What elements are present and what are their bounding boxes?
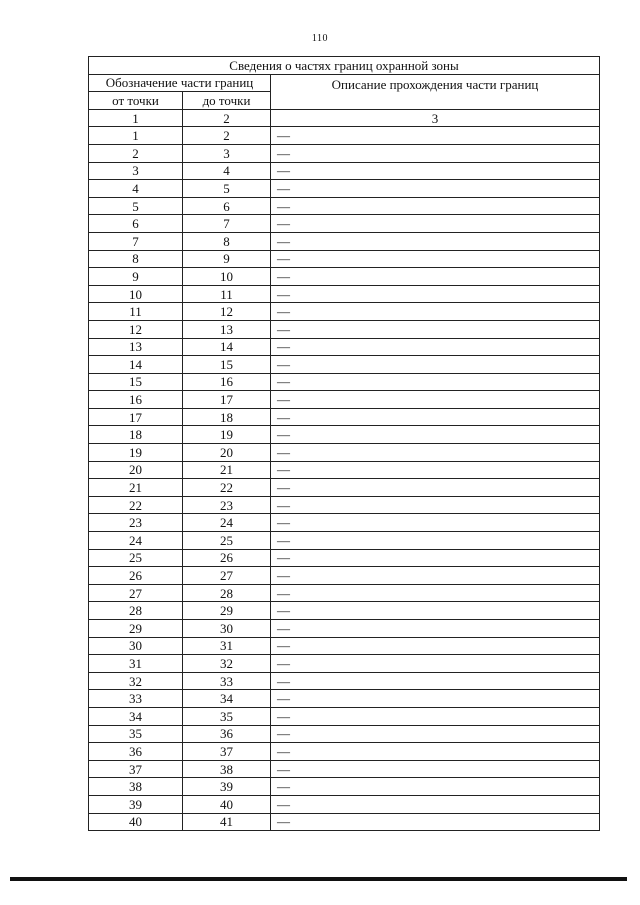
table-row bbox=[89, 778, 600, 796]
table-row bbox=[89, 127, 600, 145]
to-point-cell: 32 bbox=[183, 655, 271, 673]
from-point-cell: 5 bbox=[89, 197, 183, 215]
table-row bbox=[89, 549, 600, 567]
description-cell: — bbox=[271, 197, 600, 215]
from-point-cell: 30 bbox=[89, 637, 183, 655]
table-row bbox=[89, 514, 600, 532]
to-point-cell: 10 bbox=[183, 268, 271, 286]
description-cell: — bbox=[271, 584, 600, 602]
to-point-cell: 4 bbox=[183, 162, 271, 180]
to-point-cell: 36 bbox=[183, 725, 271, 743]
to-point-cell: 21 bbox=[183, 461, 271, 479]
from-point-cell: 20 bbox=[89, 461, 183, 479]
table-title-row bbox=[89, 57, 600, 75]
table-row bbox=[89, 672, 600, 690]
from-point-cell: 37 bbox=[89, 760, 183, 778]
description-cell: — bbox=[271, 532, 600, 550]
from-point-cell: 2 bbox=[89, 144, 183, 162]
from-point-cell: 17 bbox=[89, 408, 183, 426]
from-point-cell: 6 bbox=[89, 215, 183, 233]
from-point-cell: 29 bbox=[89, 620, 183, 638]
description-cell: — bbox=[271, 690, 600, 708]
from-point-cell: 36 bbox=[89, 743, 183, 761]
description-cell: — bbox=[271, 813, 600, 831]
description-cell: — bbox=[271, 320, 600, 338]
table-row bbox=[89, 373, 600, 391]
to-point-cell: 7 bbox=[183, 215, 271, 233]
description-cell: — bbox=[271, 232, 600, 250]
table-row bbox=[89, 144, 600, 162]
table-row bbox=[89, 162, 600, 180]
table-row bbox=[89, 320, 600, 338]
to-point-cell: 5 bbox=[183, 180, 271, 198]
description-cell: — bbox=[271, 285, 600, 303]
description-cell: — bbox=[271, 426, 600, 444]
description-cell: — bbox=[271, 391, 600, 409]
to-point-cell: 18 bbox=[183, 408, 271, 426]
to-point-cell: 14 bbox=[183, 338, 271, 356]
table-row bbox=[89, 795, 600, 813]
table-row bbox=[89, 637, 600, 655]
table-row bbox=[89, 338, 600, 356]
to-point-cell: 27 bbox=[183, 567, 271, 585]
description-cell: — bbox=[271, 795, 600, 813]
to-point-cell: 6 bbox=[183, 197, 271, 215]
table-row bbox=[89, 496, 600, 514]
description-cell: — bbox=[271, 760, 600, 778]
to-point-cell: 3 bbox=[183, 144, 271, 162]
table-row bbox=[89, 250, 600, 268]
column-number: 2 bbox=[183, 109, 271, 127]
to-point-cell: 25 bbox=[183, 532, 271, 550]
from-point-cell: 1 bbox=[89, 127, 183, 145]
to-point-cell: 35 bbox=[183, 707, 271, 725]
from-point-cell: 34 bbox=[89, 707, 183, 725]
table-row bbox=[89, 285, 600, 303]
table-row bbox=[89, 426, 600, 444]
to-point-cell: 37 bbox=[183, 743, 271, 761]
from-point-cell: 35 bbox=[89, 725, 183, 743]
description-cell: — bbox=[271, 778, 600, 796]
table-row bbox=[89, 461, 600, 479]
to-point-cell: 2 bbox=[183, 127, 271, 145]
description-cell: — bbox=[271, 672, 600, 690]
description-cell: — bbox=[271, 356, 600, 374]
description-cell: — bbox=[271, 180, 600, 198]
description-cell: — bbox=[271, 144, 600, 162]
table-row bbox=[89, 444, 600, 462]
description-cell: — bbox=[271, 514, 600, 532]
to-point-cell: 29 bbox=[183, 602, 271, 620]
from-point-cell: 18 bbox=[89, 426, 183, 444]
description-cell: — bbox=[271, 602, 600, 620]
table-row bbox=[89, 180, 600, 198]
from-point-cell: 24 bbox=[89, 532, 183, 550]
page-number: 110 bbox=[311, 33, 329, 44]
from-point-cell: 33 bbox=[89, 690, 183, 708]
to-point-cell: 26 bbox=[183, 549, 271, 567]
column-number: 1 bbox=[89, 109, 183, 127]
to-point-cell: 11 bbox=[183, 285, 271, 303]
column-number-row bbox=[89, 109, 600, 127]
table-row bbox=[89, 479, 600, 497]
from-point-cell: 22 bbox=[89, 496, 183, 514]
to-point-cell: 19 bbox=[183, 426, 271, 444]
bottom-rule bbox=[10, 877, 627, 881]
from-point-cell: 13 bbox=[89, 338, 183, 356]
from-point-cell: 26 bbox=[89, 567, 183, 585]
table-row bbox=[89, 197, 600, 215]
from-point-cell: 15 bbox=[89, 373, 183, 391]
to-point-cell: 20 bbox=[183, 444, 271, 462]
from-point-header: от точки bbox=[89, 92, 183, 110]
description-cell: — bbox=[271, 268, 600, 286]
table-row bbox=[89, 760, 600, 778]
description-cell: — bbox=[271, 479, 600, 497]
to-point-cell: 15 bbox=[183, 356, 271, 374]
from-point-cell: 10 bbox=[89, 285, 183, 303]
from-point-cell: 27 bbox=[89, 584, 183, 602]
from-point-cell: 21 bbox=[89, 479, 183, 497]
to-point-cell: 16 bbox=[183, 373, 271, 391]
description-cell: — bbox=[271, 743, 600, 761]
table-row bbox=[89, 356, 600, 374]
from-point-cell: 19 bbox=[89, 444, 183, 462]
description-cell: — bbox=[271, 707, 600, 725]
table-row bbox=[89, 232, 600, 250]
table-row bbox=[89, 584, 600, 602]
to-point-cell: 38 bbox=[183, 760, 271, 778]
from-point-cell: 4 bbox=[89, 180, 183, 198]
to-point-cell: 17 bbox=[183, 391, 271, 409]
table-row bbox=[89, 391, 600, 409]
description-cell: — bbox=[271, 162, 600, 180]
to-point-cell: 28 bbox=[183, 584, 271, 602]
to-point-cell: 13 bbox=[183, 320, 271, 338]
from-point-cell: 23 bbox=[89, 514, 183, 532]
to-point-header: до точки bbox=[183, 92, 271, 110]
description-cell: — bbox=[271, 567, 600, 585]
from-point-cell: 25 bbox=[89, 549, 183, 567]
description-cell: — bbox=[271, 620, 600, 638]
from-point-cell: 11 bbox=[89, 303, 183, 321]
from-point-cell: 39 bbox=[89, 795, 183, 813]
table-row bbox=[89, 813, 600, 831]
description-header: Описание прохождения части границ bbox=[271, 74, 600, 109]
from-point-cell: 14 bbox=[89, 356, 183, 374]
table-row bbox=[89, 620, 600, 638]
from-point-cell: 9 bbox=[89, 268, 183, 286]
from-point-cell: 12 bbox=[89, 320, 183, 338]
to-point-cell: 41 bbox=[183, 813, 271, 831]
description-cell: — bbox=[271, 725, 600, 743]
table-title: Сведения о частях границ охранной зоны bbox=[89, 57, 600, 75]
description-cell: — bbox=[271, 373, 600, 391]
table-row bbox=[89, 532, 600, 550]
table-row bbox=[89, 707, 600, 725]
to-point-cell: 23 bbox=[183, 496, 271, 514]
description-cell: — bbox=[271, 127, 600, 145]
description-cell: — bbox=[271, 338, 600, 356]
from-point-cell: 31 bbox=[89, 655, 183, 673]
description-cell: — bbox=[271, 461, 600, 479]
to-point-cell: 33 bbox=[183, 672, 271, 690]
table-row bbox=[89, 743, 600, 761]
table-row bbox=[89, 408, 600, 426]
description-cell: — bbox=[271, 444, 600, 462]
table-row bbox=[89, 268, 600, 286]
boundary-parts-table bbox=[88, 56, 600, 831]
header-row bbox=[89, 74, 600, 92]
designation-header: Обозначение части границ bbox=[89, 74, 271, 92]
table-row bbox=[89, 303, 600, 321]
description-cell: — bbox=[271, 215, 600, 233]
description-cell: — bbox=[271, 655, 600, 673]
from-point-cell: 38 bbox=[89, 778, 183, 796]
to-point-cell: 24 bbox=[183, 514, 271, 532]
description-cell: — bbox=[271, 549, 600, 567]
description-cell: — bbox=[271, 303, 600, 321]
to-point-cell: 9 bbox=[183, 250, 271, 268]
from-point-cell: 32 bbox=[89, 672, 183, 690]
from-point-cell: 3 bbox=[89, 162, 183, 180]
to-point-cell: 40 bbox=[183, 795, 271, 813]
to-point-cell: 30 bbox=[183, 620, 271, 638]
description-cell: — bbox=[271, 250, 600, 268]
description-cell: — bbox=[271, 496, 600, 514]
column-number: 3 bbox=[271, 109, 600, 127]
from-point-cell: 40 bbox=[89, 813, 183, 831]
from-point-cell: 7 bbox=[89, 232, 183, 250]
description-cell: — bbox=[271, 637, 600, 655]
description-cell: — bbox=[271, 408, 600, 426]
table-row bbox=[89, 215, 600, 233]
table-row bbox=[89, 567, 600, 585]
to-point-cell: 39 bbox=[183, 778, 271, 796]
table-row bbox=[89, 725, 600, 743]
to-point-cell: 31 bbox=[183, 637, 271, 655]
table-body bbox=[89, 57, 600, 831]
to-point-cell: 22 bbox=[183, 479, 271, 497]
table-row bbox=[89, 602, 600, 620]
table-row bbox=[89, 655, 600, 673]
to-point-cell: 34 bbox=[183, 690, 271, 708]
from-point-cell: 16 bbox=[89, 391, 183, 409]
from-point-cell: 8 bbox=[89, 250, 183, 268]
to-point-cell: 12 bbox=[183, 303, 271, 321]
from-point-cell: 28 bbox=[89, 602, 183, 620]
to-point-cell: 8 bbox=[183, 232, 271, 250]
table-row bbox=[89, 690, 600, 708]
